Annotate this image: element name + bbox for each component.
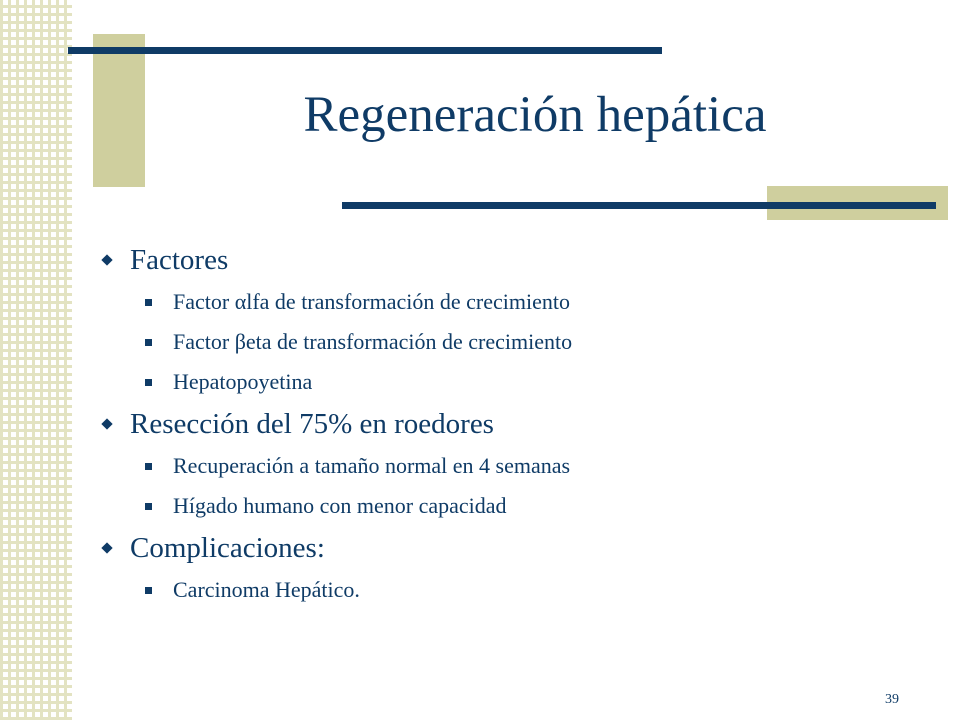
bullet-text: Complicaciones: (130, 532, 325, 564)
subbullet-item (100, 570, 940, 610)
slide-title: Regeneración hepática (303, 87, 767, 143)
subbullet-text: Hepatopoyetina (173, 369, 313, 394)
square-bullet-icon (145, 503, 152, 510)
bullet-factores (100, 238, 940, 282)
decorative-bottom-line (342, 202, 936, 209)
diamond-bullet-icon (101, 542, 112, 553)
subbullet-text: Factor βeta de transformación de crecimiento (173, 329, 573, 354)
page-number: 39 (885, 692, 899, 707)
subbullet-text: Recuperación a tamaño normal en 4 semanas (173, 453, 571, 478)
subbullet-text: Factor αlfa de transformación de crecimiento (173, 289, 570, 314)
subbullet-text: Hígado humano con menor capacidad (173, 493, 507, 518)
square-bullet-icon (145, 299, 152, 306)
bullet-list (100, 238, 940, 610)
decorative-top-line (68, 47, 662, 54)
subbullet-item (100, 322, 940, 362)
diamond-bullet-icon (101, 254, 112, 265)
square-bullet-icon (145, 339, 152, 346)
square-bullet-icon (145, 379, 152, 386)
square-bullet-icon (145, 587, 152, 594)
subbullet-item (100, 486, 940, 526)
bullet-complicaciones (100, 526, 940, 570)
subbullet-item (100, 362, 940, 402)
bullet-reseccion (100, 402, 940, 446)
bullet-text: Factores (130, 244, 229, 276)
diamond-bullet-icon (101, 418, 112, 429)
square-bullet-icon (145, 463, 152, 470)
subbullet-text: Carcinoma Hepático. (173, 577, 360, 602)
subbullet-item (100, 282, 940, 322)
subbullet-item (100, 446, 940, 486)
bullet-text: Resección del 75% en roedores (130, 408, 494, 440)
